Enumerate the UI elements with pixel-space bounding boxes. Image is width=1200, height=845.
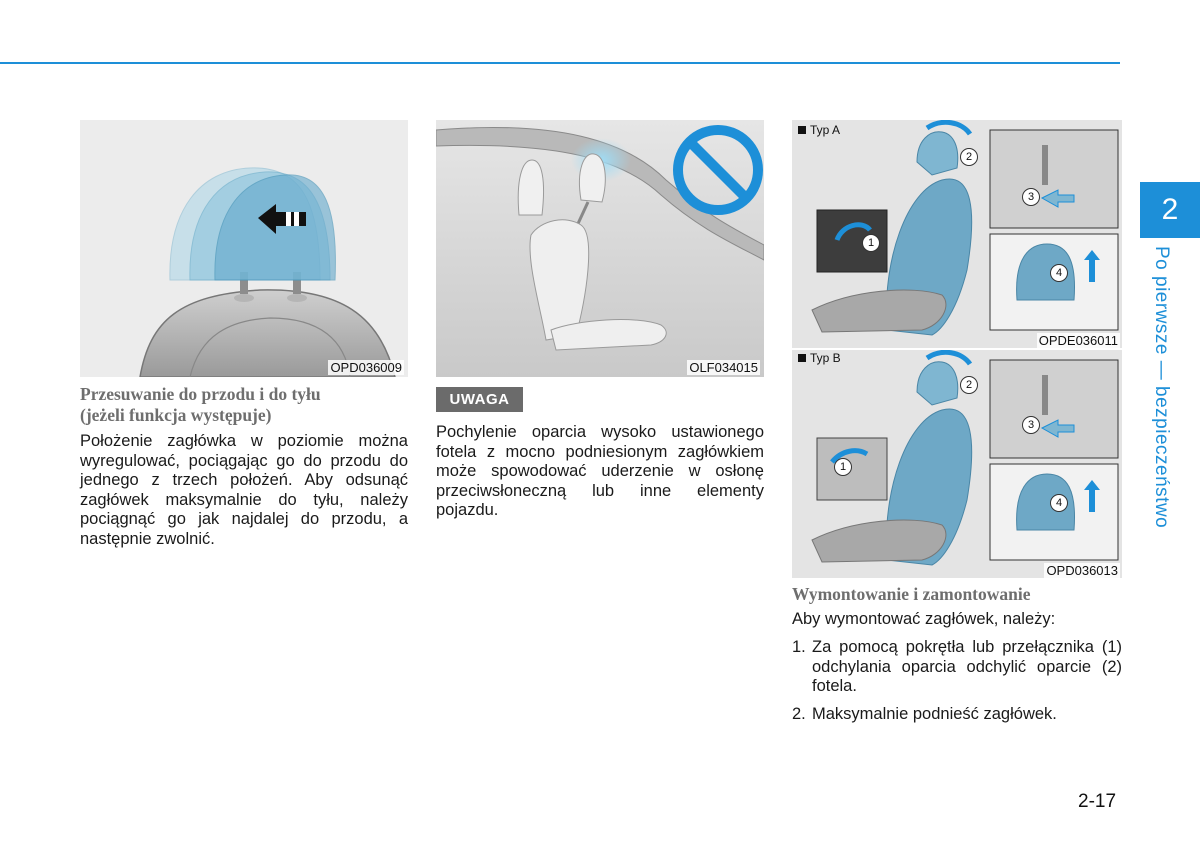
left-caption-line2: (jeżeli funkcja występuje) [80, 405, 272, 425]
step-badge: 1 [862, 234, 880, 252]
chapter-tab [1140, 182, 1200, 238]
removal-steps-list [792, 638, 1122, 732]
warning-badge: UWAGA [436, 387, 523, 412]
typ-a-label-text: Typ A [810, 123, 841, 137]
list-item [792, 638, 1122, 697]
chapter-title: Po pierwsze — bezpieczeństwo [1151, 246, 1172, 529]
step-badge: 2 [960, 148, 978, 166]
step-badge: 4 [1050, 494, 1068, 512]
step-badge: 2 [960, 376, 978, 394]
typ-a-illustration [792, 120, 1122, 348]
right-caption: Wymontowanie i zamontowanie [792, 584, 1031, 604]
warning-body-text: Pochylenie oparcia wysoko ustawionego fotela z mocno podniesionym zagłówkiem może spowodować uderzenie w osłonę przeciwsłoneczną lub inne elementy pojazdu. [436, 423, 764, 519]
left-caption-line1: Przesuwanie do przodu i do tyłu [80, 384, 321, 404]
left-body-text: Położenie zagłówka w poziomie można wyregulować, pociągając go do przodu do jednego z trzech położeń. Aby odsunąć zagłówek maksymalnie do tyłu, należy pociągnąć go jak najdalej do przodu, a następnie zwolnić. [80, 432, 408, 548]
header-rule [0, 62, 1120, 64]
list-item-text: Maksymalnie podnieść zagłówek. [812, 704, 1057, 723]
figure-code: OLF034015 [689, 360, 758, 375]
list-item [792, 705, 1122, 725]
list-item-text: Za pomocą pokrętła lub przełącznika (1) odchylania oparcia odchylić oparcie (2) fotela. [812, 638, 1122, 695]
step-badge: 3 [1022, 188, 1040, 206]
typ-b-label-text: Typ B [810, 351, 841, 365]
headrest-adjust-illustration [80, 120, 408, 377]
headrest-removal-figure-typ-a [792, 120, 1122, 348]
typ-a-label [798, 123, 840, 137]
seat-headrest-warning-illustration [436, 120, 764, 377]
left-caption [80, 384, 410, 426]
step-badge: 3 [1022, 416, 1040, 434]
figure-code: OPDE036011 [1038, 333, 1118, 348]
chapter-number: 2 [1161, 193, 1179, 226]
step-badge: 4 [1050, 264, 1068, 282]
headrest-removal-figure-typ-b [792, 350, 1122, 578]
right-intro-text: Aby wymontować zagłówek, należy: [792, 610, 1056, 628]
typ-b-label [798, 351, 841, 365]
list-item-number: 1. [792, 638, 806, 656]
step-badge: 1 [834, 458, 852, 476]
list-item-number: 2. [792, 704, 806, 723]
page-number: 2-17 [1078, 791, 1117, 812]
figure-code: OPD036009 [330, 360, 402, 375]
warning-figure [436, 120, 764, 377]
headrest-adjust-figure [80, 120, 408, 377]
figure-code: OPD036013 [1046, 563, 1118, 578]
